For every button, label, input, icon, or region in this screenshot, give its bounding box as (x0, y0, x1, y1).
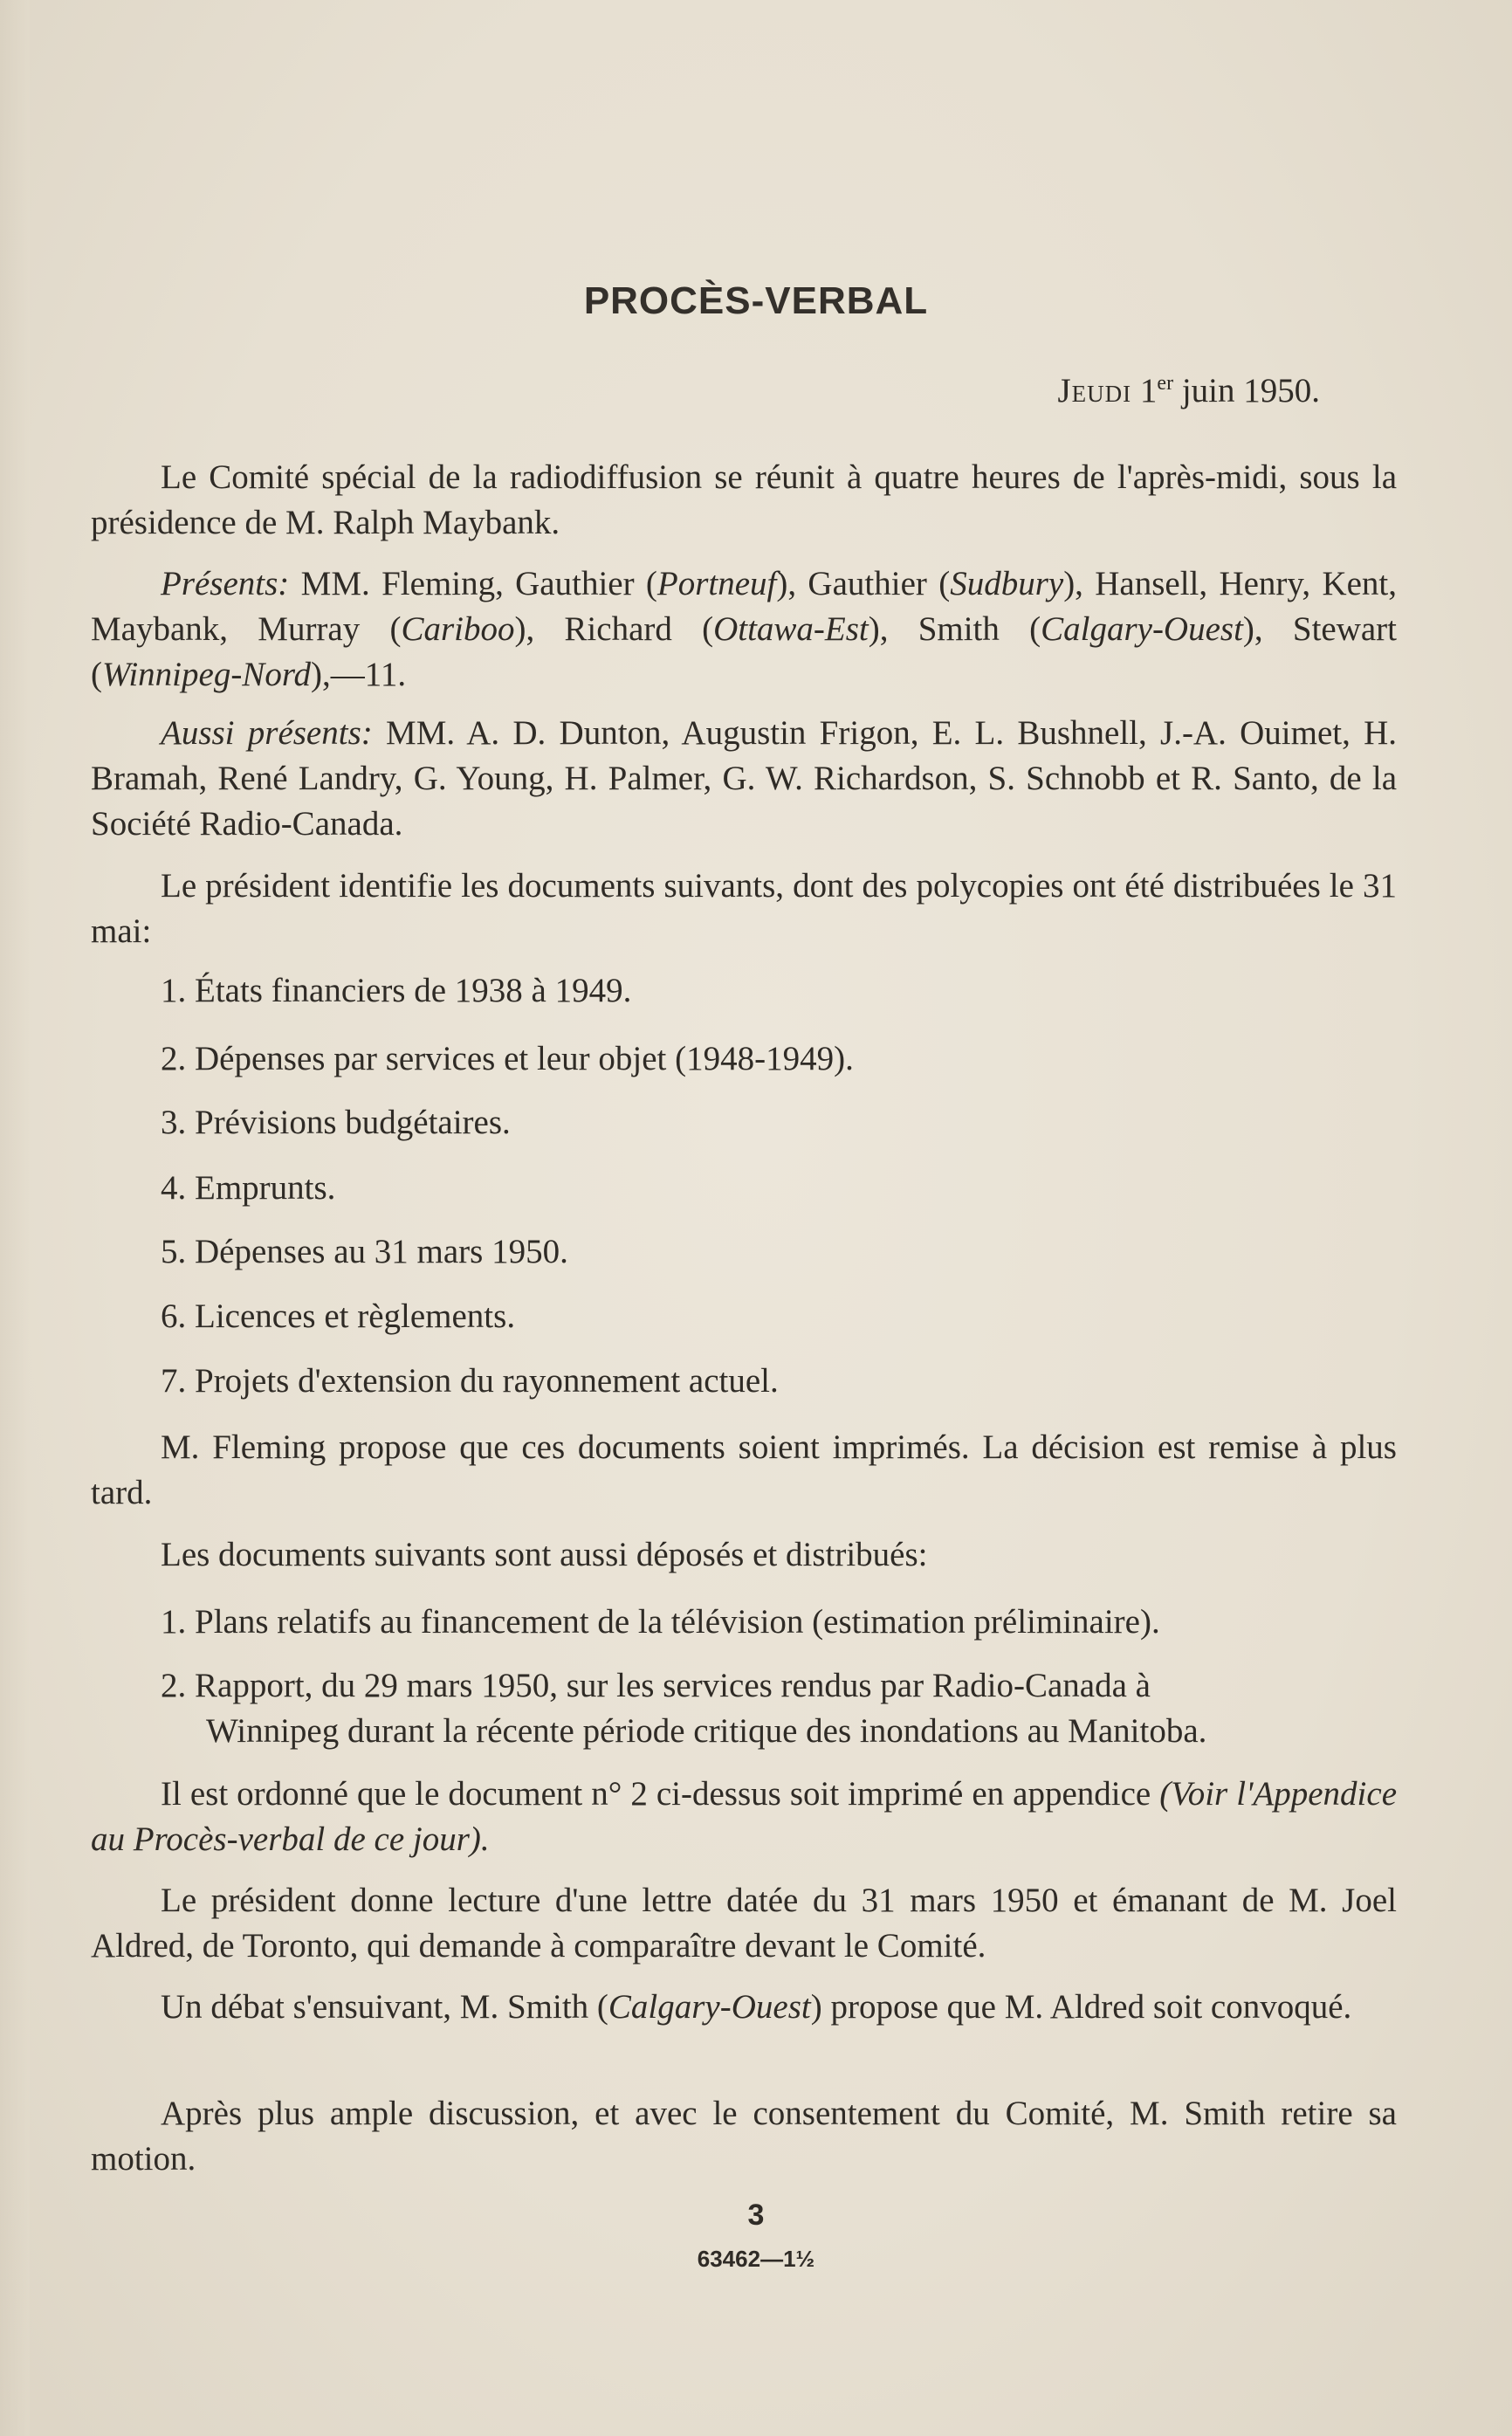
list-item: 6. Licences et règlements. (161, 1297, 516, 1335)
list-item: 3. Prévisions budgétaires. (161, 1104, 511, 1141)
debat-paragraph: Un débat s'ensuivant, M. Smith (Calgary-Ouest) propose que M. Aldred soit convoqué. (161, 1988, 1352, 2026)
apres-paragraph: Après plus ample discussion, et avec le consentement du Comité, M. Smith retire sa motion. (91, 2095, 1397, 2178)
list-item: 1. Plans relatifs au financement de la télévision (estimation préliminaire). (161, 1603, 1160, 1641)
deposes-paragraph: Les documents suivants sont aussi déposés et distribués: (161, 1536, 928, 1573)
page-edge-shadow (0, 0, 30, 2436)
print-code: 63462—1½ (697, 2246, 815, 2272)
page-title: PROCÈS-VERBAL (583, 279, 929, 322)
list-item: 4. Emprunts. (161, 1169, 336, 1207)
documents-intro-paragraph: Le président identifie les documents suivants, dont des polycopies ont été distribuées le 31 mai: (91, 867, 1397, 950)
list-item: 7. Projets d'extension du rayonnement actuel. (161, 1362, 779, 1400)
meeting-date: Jeudi 1er juin 1950. (1057, 372, 1320, 409)
list-item: 1. États financiers de 1938 à 1949. (161, 972, 632, 1009)
list-item: 2. Dépenses par services et leur objet (1948-1949). (161, 1040, 854, 1077)
page-number: 3 (747, 2199, 765, 2232)
aussi-presents-paragraph: Aussi présents: MM. A. D. Dunton, Augustin Frigon, E. L. Bushnell, J.-A. Ouimet, H. Bramah, René Landry, G. Young, H. Palmer, G. W. Richardson, S. Schnobb et R. Santo, de la Société Radio-Canada. (91, 714, 1398, 843)
ordonne-paragraph: Il est ordonné que le document n° 2 ci-dessus soit imprimé en appendice (Voir l'Appendice au Procès-verbal de ce jour). (91, 1775, 1398, 1858)
opening-paragraph: Le Comité spécial de la radiodiffusion se réunit à quatre heures de l'après-midi, sous la présidence de M. Ralph Maybank. (91, 458, 1397, 541)
lettre-paragraph: Le président donne lecture d'une lettre datée du 31 mars 1950 et émanant de M. Joel Aldred, de Toronto, qui demande à comparaître devant le Comité. (91, 1882, 1397, 1965)
presents-paragraph: Présents: MM. Fleming, Gauthier (Portneuf), Gauthier (Sudbury), Hansell, Henry, Kent, Maybank, Murray (Cariboo), Richard (Ottawa-Est), Smith (Calgary-Ouest), Stewart (Winnipeg-Nord),—11. (91, 565, 1398, 693)
list-item: 2. Rapport, du 29 mars 1950, sur les services rendus par Radio-Canada à Winnipeg durant la récente période critique des inondations au Manitoba. (161, 1667, 1207, 1750)
fleming-paragraph: M. Fleming propose que ces documents soient imprimés. La décision est remise à plus tard. (91, 1428, 1397, 1511)
list-item: 5. Dépenses au 31 mars 1950. (161, 1233, 568, 1270)
